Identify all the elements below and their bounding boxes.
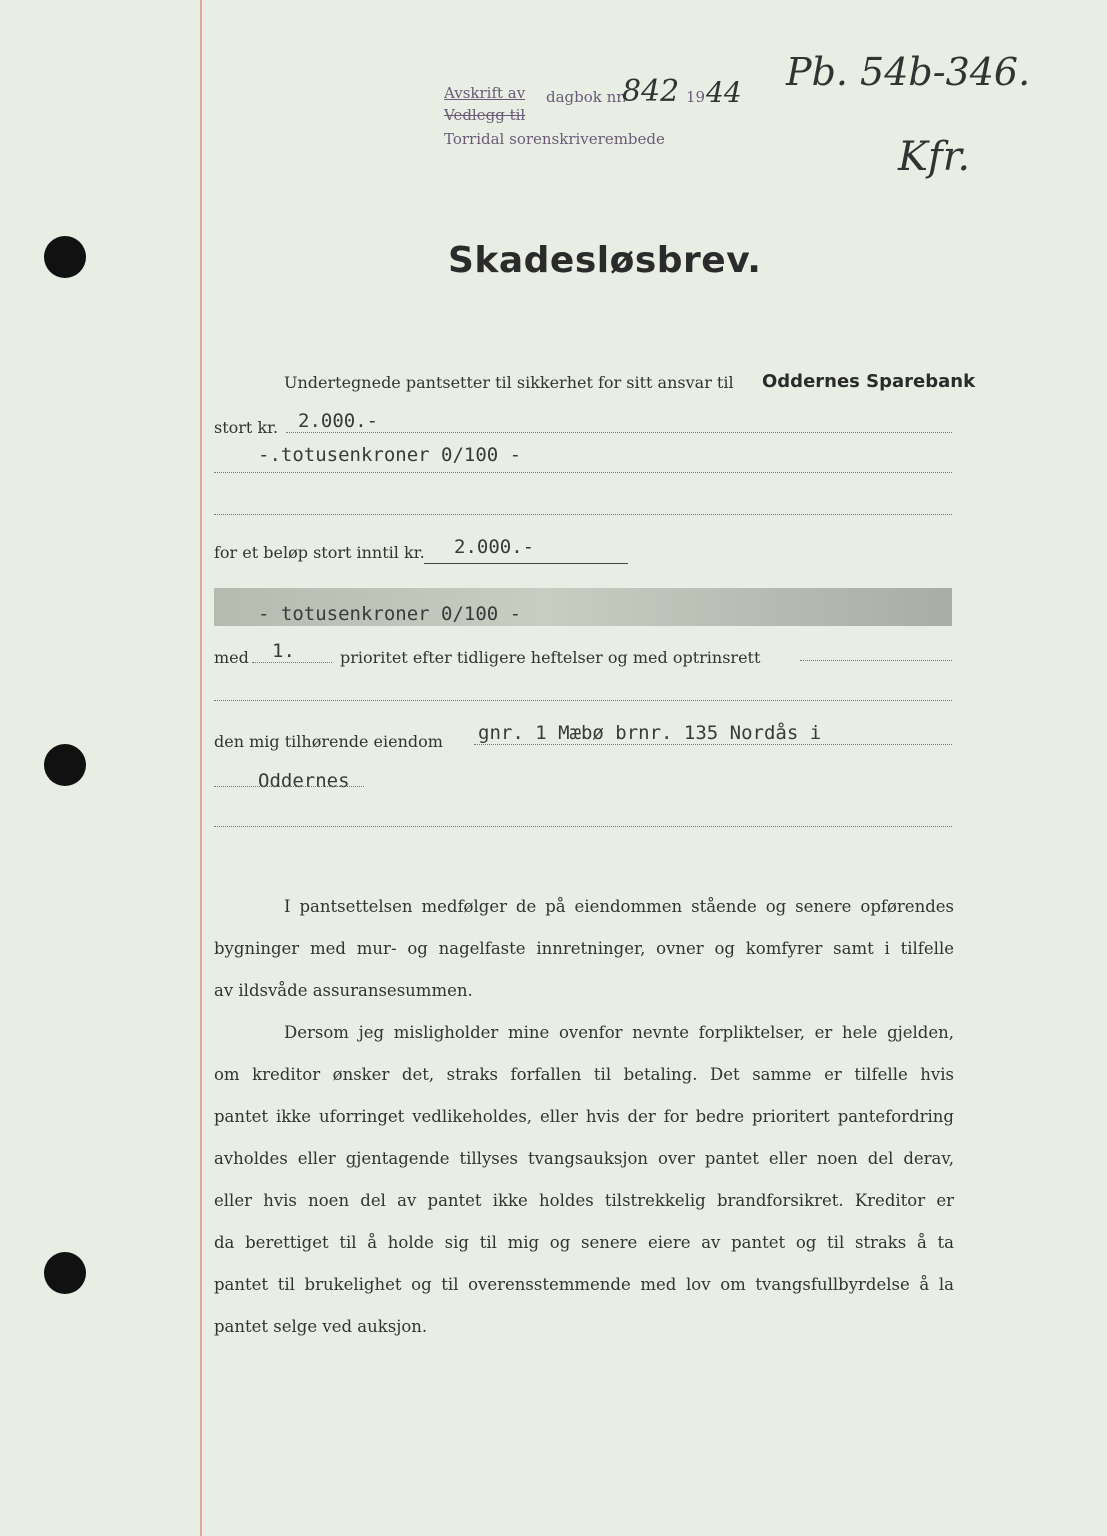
paragraph-line: pantet ikke uforringet vedlikeholdes, eller hvis der for bedre prioritert pantefordring (214, 1107, 954, 1126)
limit-label: for et beløp stort inntil kr. (214, 543, 425, 562)
amount-label: stort kr. (214, 418, 279, 437)
reference-number: Pb. 54b-346. (786, 50, 1031, 94)
property-value-line2: Oddernes (258, 770, 350, 792)
amount-rule (286, 432, 952, 433)
priority-rule (252, 662, 332, 663)
paragraph-line: Dersom jeg misligholder mine ovenfor nevnte forpliktelser, er hele gjelden, (284, 1023, 954, 1042)
priority-label-end: prioritet efter tidligere heftelser og med optrinsrett (340, 648, 761, 667)
punch-hole (44, 1252, 86, 1294)
stamp-dagbok: dagbok nr. (546, 88, 627, 106)
year-suffix: 44 (706, 76, 742, 109)
paragraph-line: eller hvis noen del av pantet ikke holdes tilstrekkelig brandforsikret. Kreditor er (214, 1191, 954, 1210)
blank-rule (214, 700, 952, 701)
stamp-vedlegg: Vedlegg til (444, 106, 526, 124)
paragraph-line: avholdes eller gjentagende tillyses tvangsauksjon over pantet eller noen del derav, (214, 1149, 954, 1168)
document-title: Skadesløsbrev. (448, 240, 762, 281)
limit-value: 2.000.- (454, 536, 535, 558)
amount-words-rule (214, 472, 952, 473)
initials: Kfr. (898, 134, 971, 180)
property-rule (474, 744, 952, 745)
paragraph-line: om kreditor ønsker det, straks forfallen til betaling. Det samme er tilfelle hvis (214, 1065, 954, 1084)
paragraph-line: pantet til brukelighet og til overensstemmende med lov om tvangsfullbyrdelse å la (214, 1275, 954, 1294)
priority-label-start: med (214, 648, 249, 667)
stamp-office: Torridal sorenskriverembede (444, 130, 665, 148)
stamp-avskrift: Avskrift av (444, 84, 526, 102)
intro-text: Undertegnede pantsetter til sikkerhet for sitt ansvar til (284, 373, 734, 392)
amount-words: -.totusenkroner 0/100 - (258, 444, 522, 466)
blank-rule (214, 826, 952, 827)
property-value-line1: gnr. 1 Mæbø brnr. 135 Nordås i (478, 722, 822, 744)
limit-rule (424, 563, 628, 564)
paragraph-default (214, 1012, 954, 1348)
priority-end-rule (800, 660, 952, 661)
property-label: den mig tilhørende eiendom (214, 732, 443, 751)
paragraph-line: bygninger med mur- og nagelfaste innretninger, ovner og komfyrer samt i tilfelle (214, 939, 954, 958)
priority-value: 1. (272, 640, 295, 662)
paragraph-line: pantet selge ved auksjon. (214, 1317, 428, 1336)
paragraph-inclusions (214, 886, 954, 1012)
limit-words: - totusenkroner 0/100 - (258, 603, 522, 625)
blank-rule (214, 514, 952, 515)
punch-hole (44, 744, 86, 786)
paragraph-line: I pantsettelsen medfølger de på eiendommen stående og senere opførendes (284, 897, 954, 916)
year-prefix: 19 (686, 88, 706, 106)
paragraph-line: da berettiget til å holde sig til mig og senere eiere av pantet og til straks å ta (214, 1233, 954, 1252)
bank-name: Oddernes Sparebank (762, 371, 976, 392)
margin-line (200, 0, 202, 1536)
punch-hole (44, 236, 86, 278)
property-rule-2 (214, 786, 364, 787)
dagbok-number: 842 (622, 74, 680, 109)
paragraph-line: av ildsvåde assuransesummen. (214, 981, 473, 1000)
amount-value: 2.000.- (298, 410, 379, 432)
